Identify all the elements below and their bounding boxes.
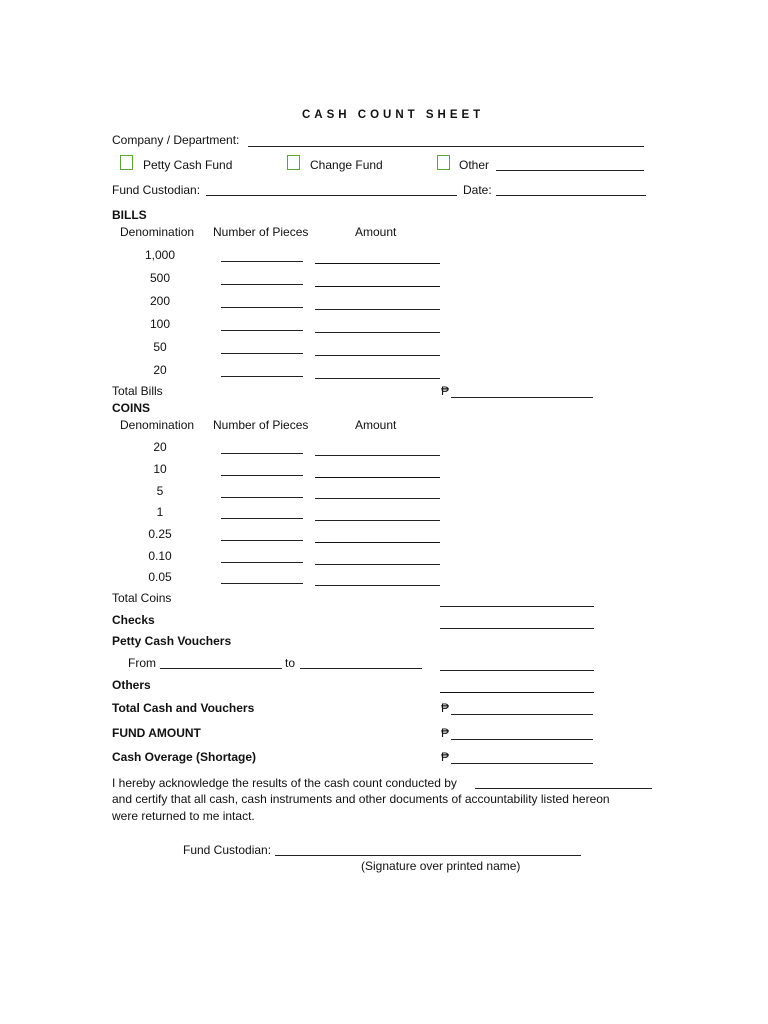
coins-col-pieces: Number of Pieces [213,418,309,432]
coin-amount-field[interactable] [315,477,440,478]
bill-denomination: 100 [149,317,171,331]
coin-pieces-field[interactable] [221,497,303,498]
custodian-label: Fund Custodian: [112,183,201,197]
checks-field[interactable] [440,628,594,629]
bill-denomination: 20 [153,363,167,377]
fund-amount-label: FUND AMOUNT [112,726,201,740]
peso-symbol: ₱ [441,750,450,764]
vouchers-label: Petty Cash Vouchers [112,634,232,648]
overage-label: Cash Overage (Shortage) [112,750,257,764]
bill-denomination: 50 [153,340,167,354]
company-field[interactable] [248,146,644,147]
petty-cash-label: Petty Cash Fund [143,158,233,172]
ack-line-3: were returned to me intact. [112,809,255,823]
from-label: From [128,656,156,670]
bill-amount-field[interactable] [315,378,440,379]
coin-amount-field[interactable] [315,585,440,586]
coin-denomination: 10 [153,462,167,476]
other-label: Other [459,158,490,172]
peso-symbol: ₱ [441,701,450,715]
coin-pieces-field[interactable] [221,475,303,476]
peso-symbol: ₱ [441,726,450,740]
change-fund-checkbox[interactable] [287,155,300,170]
coins-col-amount: Amount [355,418,397,432]
conducted-by-field[interactable] [475,788,652,789]
custodian-field[interactable] [206,195,457,196]
page-title: CASH COUNT SHEET [302,109,485,121]
to-label: to [285,656,296,670]
coin-pieces-field[interactable] [221,453,303,454]
total-coins-label: Total Coins [112,591,172,605]
bill-pieces-field[interactable] [221,353,303,354]
bill-pieces-field[interactable] [221,330,303,331]
others-field[interactable] [440,692,594,693]
coin-pieces-field[interactable] [221,518,303,519]
coin-amount-field[interactable] [315,542,440,543]
ack-line-1: I hereby acknowledge the results of the cash count conducted by [112,776,457,790]
bill-denomination: 1,000 [144,248,176,262]
coin-denomination: 0.25 [148,527,172,541]
change-fund-label: Change Fund [310,158,383,172]
other-field[interactable] [496,170,644,171]
bill-pieces-field[interactable] [221,261,303,262]
coin-denomination: 1 [156,505,164,519]
bill-pieces-field[interactable] [221,284,303,285]
petty-cash-checkbox[interactable] [120,155,133,170]
other-checkbox[interactable] [437,155,450,170]
coin-amount-field[interactable] [315,520,440,521]
total-cash-label: Total Cash and Vouchers [112,701,255,715]
bill-pieces-field[interactable] [221,376,303,377]
bills-col-pieces: Number of Pieces [213,225,309,239]
coin-pieces-field[interactable] [221,562,303,563]
bills-col-amount: Amount [355,225,397,239]
others-label: Others [112,678,151,692]
total-bills-field[interactable] [451,397,593,398]
date-field[interactable] [496,195,646,196]
coin-amount-field[interactable] [315,498,440,499]
bills-heading: BILLS [112,208,147,222]
coin-amount-field[interactable] [315,455,440,456]
from-field[interactable] [160,668,282,669]
date-label: Date: [463,183,492,197]
coins-col-denomination: Denomination [120,418,195,432]
ack-line-2: and certify that all cash, cash instruments and other documents of accountability listed hereon [112,792,610,806]
bill-denomination: 200 [149,294,171,308]
sign-label: Fund Custodian: [183,843,272,857]
signature-caption: (Signature over printed name) [361,859,521,873]
coin-pieces-field[interactable] [221,583,303,584]
total-cash-field[interactable] [451,714,593,715]
coins-heading: COINS [112,401,151,415]
fund-amount-field[interactable] [451,739,593,740]
checks-label: Checks [112,613,155,627]
bills-col-denomination: Denomination [120,225,195,239]
bill-amount-field[interactable] [315,332,440,333]
coin-denomination: 0.05 [148,570,172,584]
bill-amount-field[interactable] [315,309,440,310]
company-label: Company / Department: [112,133,240,147]
signature-field[interactable] [275,855,581,856]
coin-pieces-field[interactable] [221,540,303,541]
overage-field[interactable] [451,763,593,764]
total-bills-label: Total Bills [112,384,163,398]
coin-denomination: 20 [153,440,167,454]
bill-amount-field[interactable] [315,263,440,264]
total-coins-field[interactable] [440,606,594,607]
coin-denomination: 0.10 [148,549,172,563]
coin-amount-field[interactable] [315,564,440,565]
bill-denomination: 500 [149,271,171,285]
bill-amount-field[interactable] [315,355,440,356]
bill-amount-field[interactable] [315,286,440,287]
coin-denomination: 5 [156,484,164,498]
vouchers-amount-field[interactable] [440,670,594,671]
to-field[interactable] [300,668,422,669]
bill-pieces-field[interactable] [221,307,303,308]
peso-symbol: ₱ [441,384,450,398]
